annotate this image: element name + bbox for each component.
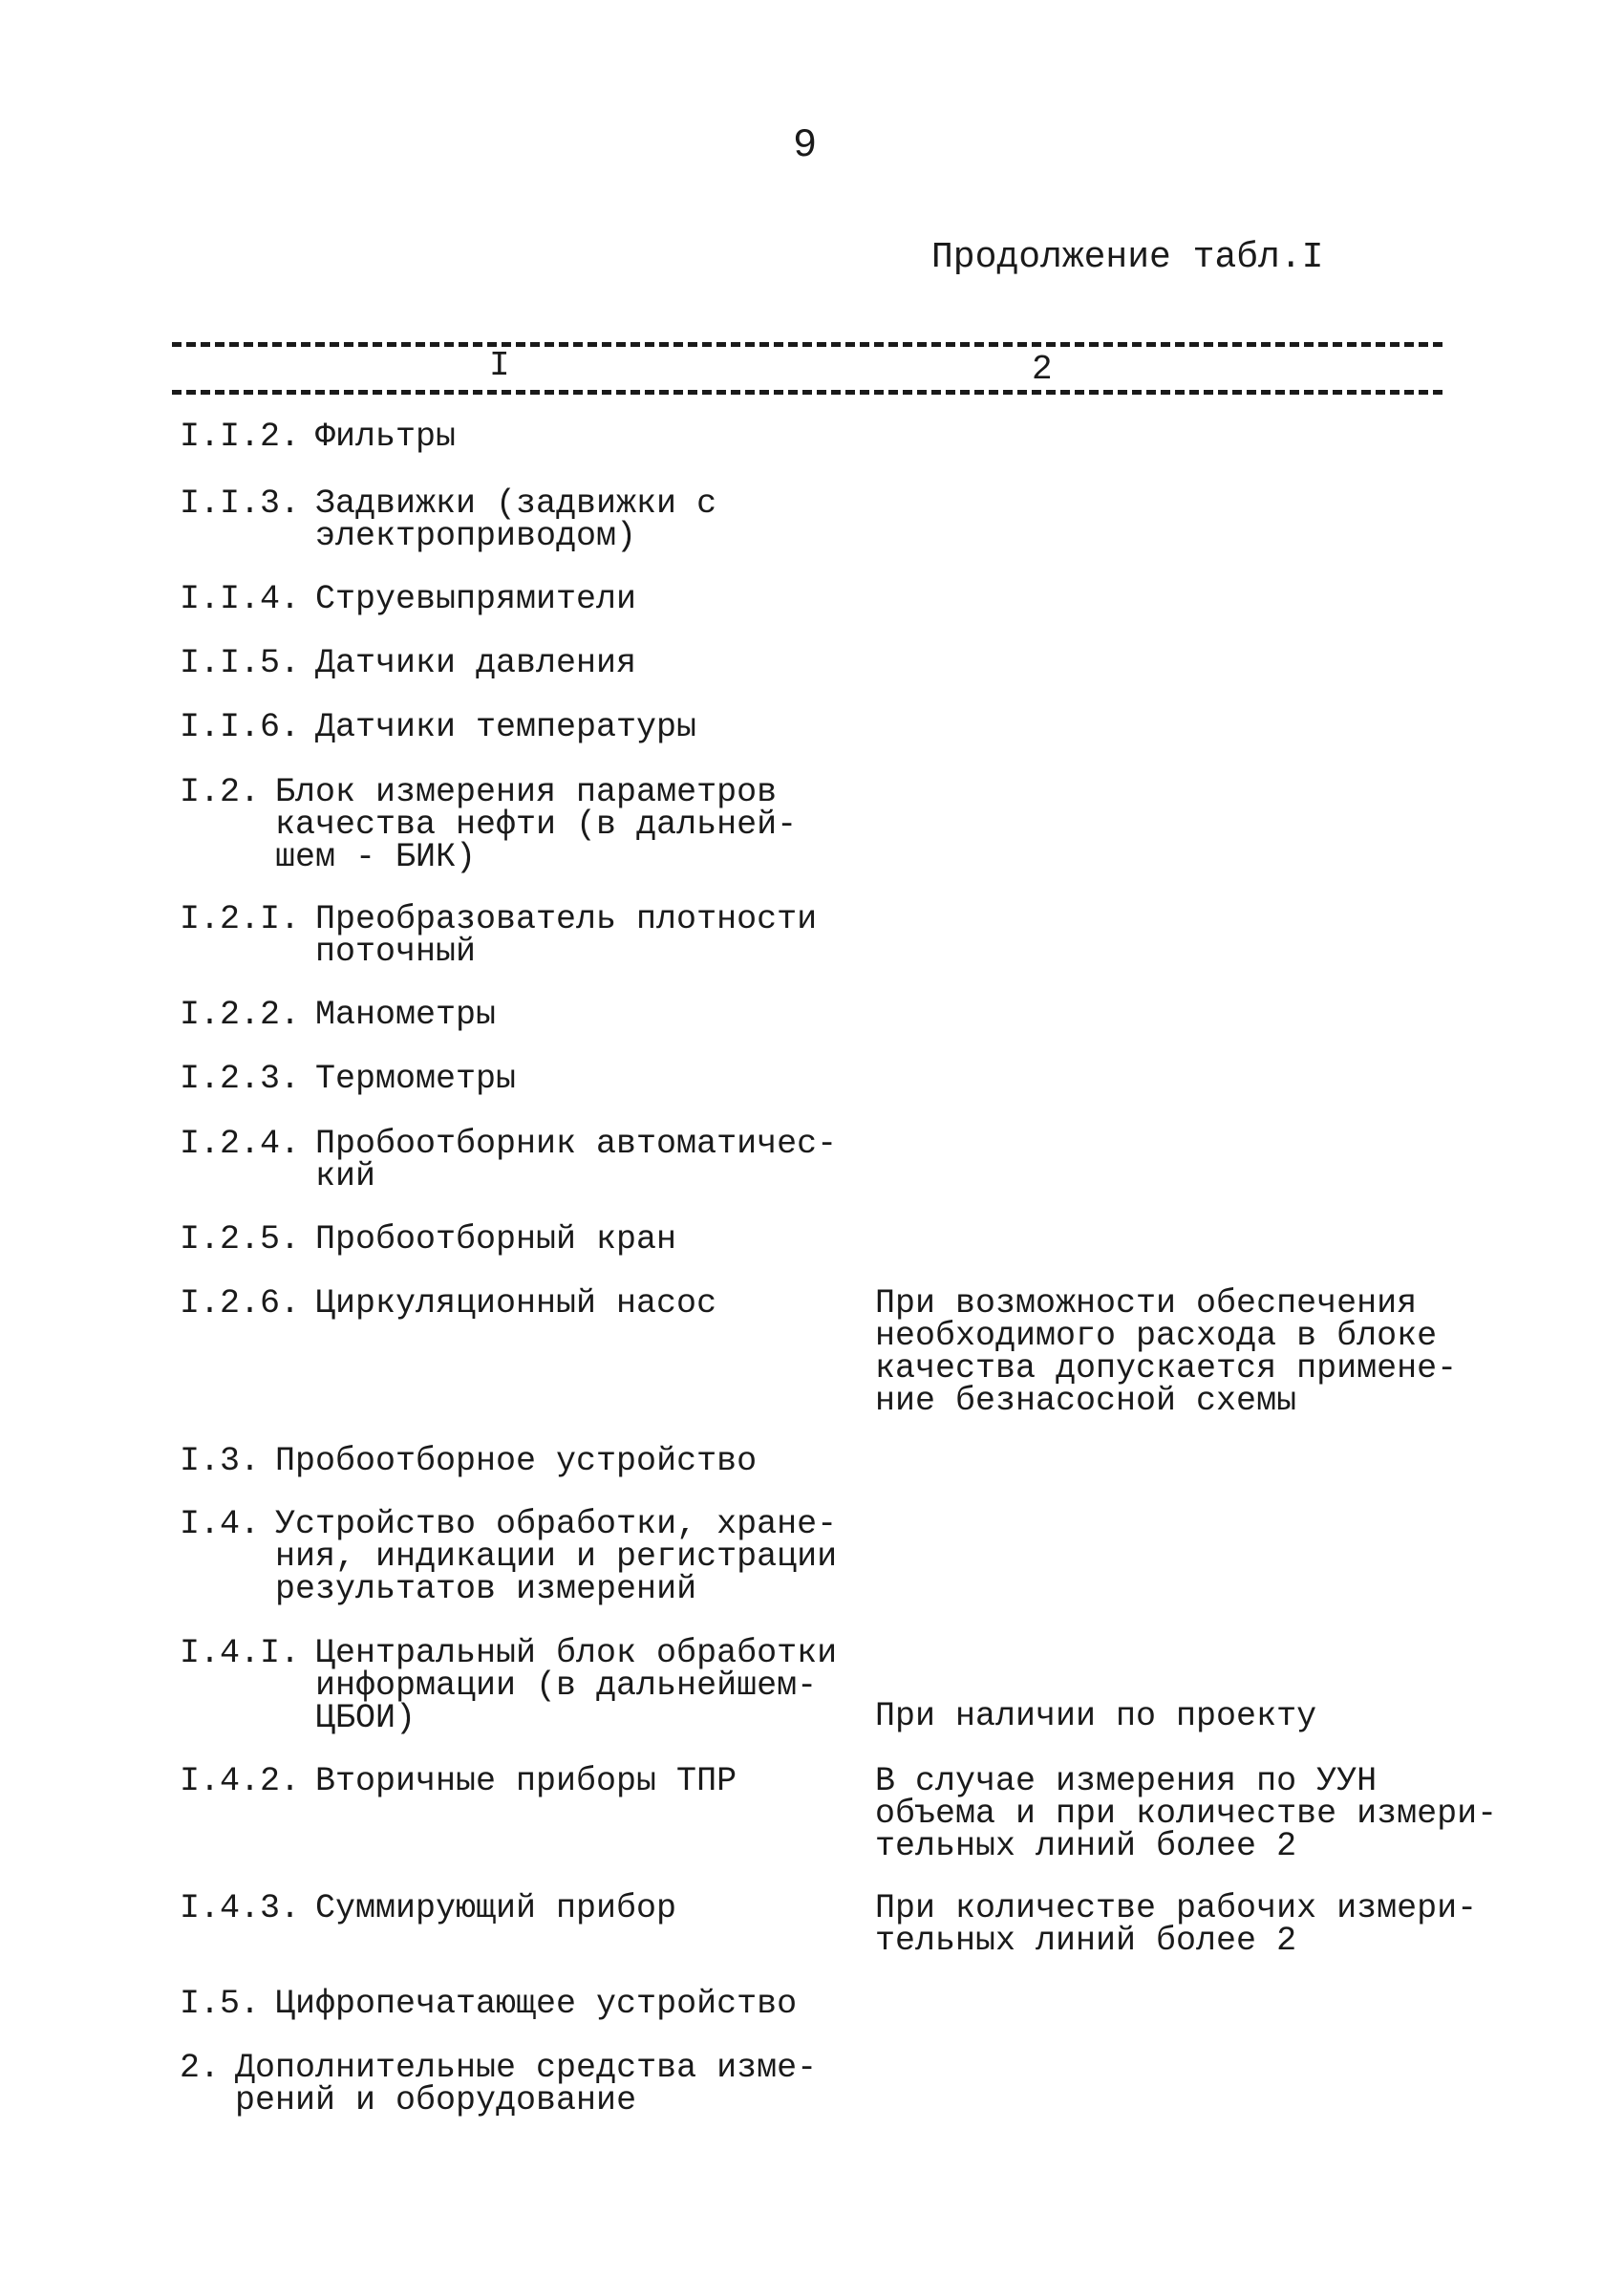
row-number: 2. [180,2049,221,2087]
table-header-rule [172,390,1442,395]
row-note: В случае измерения по УУН объема и при количестве измери- тельных линий более 2 [875,1762,1498,1865]
row-description: Дополнительные средства изме- рений и оборудование [235,2049,818,2119]
table-top-rule [172,342,1442,347]
row-description: Пробоотборный кран [315,1220,677,1258]
row-description: Термометры [315,1060,517,1098]
row-number: I.2.5. [180,1220,301,1258]
row-number: I.2.4. [180,1125,301,1163]
row-number: I.I.3. [180,484,301,523]
row-description: Датчики температуры [315,708,697,746]
row-description: Устройство обработки, хране- ния, индикации и регистрации результатов измерений [275,1505,838,1608]
row-number: I.I.4. [180,580,301,618]
column-header-2: 2 [1032,350,1053,389]
page-number: 9 [793,122,818,168]
row-description: Преобразователь плотности поточный [315,900,818,971]
row-number: I.2.2. [180,996,301,1034]
row-number: I.4.2. [180,1762,301,1800]
row-note: При наличии по проекту [875,1697,1317,1735]
row-number: I.I.5. [180,644,301,682]
row-number: I.3. [180,1442,261,1480]
row-description: Манометры [315,996,497,1034]
row-description: Датчики давления [315,644,637,682]
row-note: При возможности обеспечения необходимого расхода в блоке качества допускается примене- ние безнасосной схемы [875,1284,1458,1420]
row-number: I.2. [180,773,261,811]
row-number: I.2.6. [180,1284,301,1323]
table-continuation-caption: Продолжение табл.I [931,237,1324,278]
row-number: I.5. [180,1985,261,2023]
column-header-1: I [489,346,510,385]
row-number: I.4. [180,1505,261,1543]
row-note: При количестве рабочих измери- тельных линий более 2 [875,1889,1478,1960]
row-description: Пробоотборное устройство [275,1442,758,1480]
row-number: I.2.I. [180,900,301,938]
row-description: Суммирующий прибор [315,1889,677,1927]
row-description: Струевыпрямители [315,580,637,618]
row-description: Центральный блок обработки информации (в дальнейшем- ЦБОИ) [315,1634,838,1737]
row-description: Задвижки (задвижки с электроприводом) [315,484,717,555]
row-number: I.4.I. [180,1634,301,1672]
row-number: I.I.6. [180,708,301,746]
row-number: I.2.3. [180,1060,301,1098]
row-description: Пробоотборник автоматичес- кий [315,1125,838,1195]
row-number: I.4.3. [180,1889,301,1927]
row-description: Фильтры [315,418,457,456]
row-number: I.I.2. [180,418,301,456]
row-description: Вторичные приборы ТПР [315,1762,737,1800]
row-description: Циркуляционный насос [315,1284,717,1323]
row-description: Блок измерения параметров качества нефти (в дальней- шем - БИК) [275,773,798,876]
row-description: Цифропечатающее устройство [275,1985,798,2023]
